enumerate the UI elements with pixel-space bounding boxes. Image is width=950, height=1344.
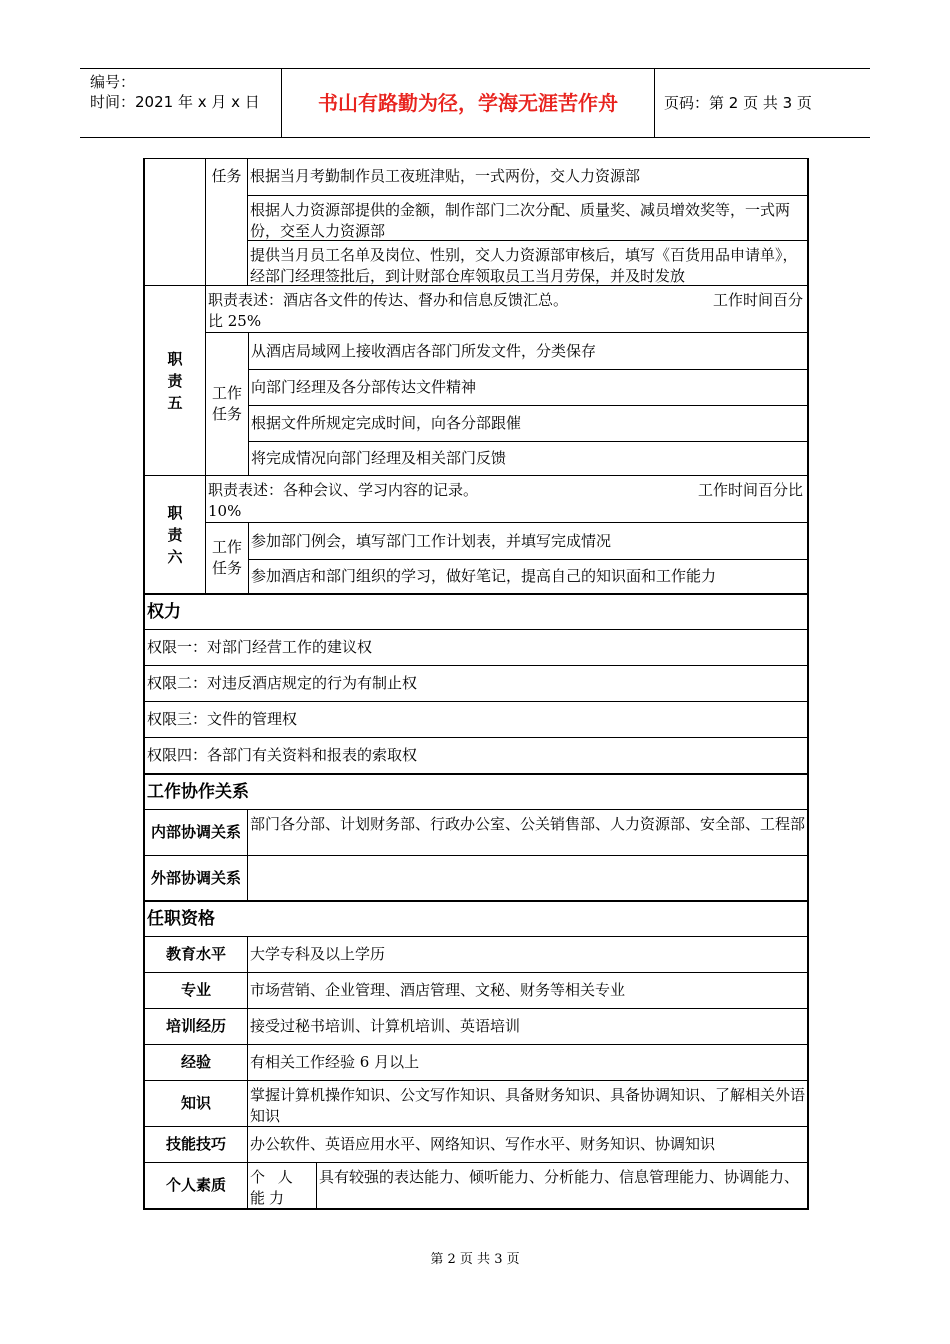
internal-relations-label: 内部协调关系 [150,823,241,841]
qualification-label: 知识 [180,1094,211,1112]
task-item: 提供当月员工名单及岗位、性别，交人力资源部审核后，填写《百货用品申请单》，经部门经理签批后，到计财部仓库领取员工当月劳保，并及时发放 [248,240,807,286]
qualification-value: 接受过秘书培训、计算机培训、英语培训 [247,1009,807,1044]
page-footer: 第 2 页 共 3 页 [430,1252,520,1267]
duty-five-block [145,285,807,475]
qualification-row [145,1008,807,1044]
qualification-row [145,936,807,972]
qualification-value: 大学专科及以上学历 [247,937,807,972]
duty-time-percent: 比 25% [208,312,262,330]
qualification-value: 掌握计算机操作知识、公文写作知识、具备财务知识、具备协调知识、了解相关外语知识 [247,1081,807,1126]
external-relations-row [145,855,807,900]
authority-item: 权限二：对违反酒店规定的行为有制止权 [145,665,807,701]
qualifications-section-title: 任职资格 [145,900,807,936]
qualification-row [145,1126,807,1162]
qualification-label: 培训经历 [165,1017,226,1035]
external-relations-label: 外部协调关系 [150,868,241,887]
qualification-row [145,972,807,1008]
task-item: 根据人力资源部提供的金额，制作部门二次分配、质量奖、减员增效奖等，一式两份，交至人力资源部 [248,195,807,240]
task-item: 从酒店局域网上接收酒店各部门所发文件，分类保存 [251,341,597,360]
task-item: 参加部门例会，填写部门工作计划表，并填写完成情况 [251,531,612,550]
work-task-label: 工作 任务 [211,384,242,423]
task-label: 任务 [211,167,242,185]
qualification-value: 有相关工作经验 6 月以上 [247,1045,807,1080]
task-item: 根据文件所规定完成时间，向各分部跟催 [249,405,807,441]
task-item: 向部门经理及各分部传达文件精神 [249,369,807,405]
qualification-label: 专业 [180,981,211,999]
qualification-label: 经验 [180,1053,211,1071]
task-item: 根据当月考勤制作员工夜班津贴，一式两份，交人力资源部 [250,167,641,185]
qualification-row [145,1080,807,1126]
personal-quality-value: 具有较强的表达能力、倾听能力、分析能力、信息管理能力、协调能力、 [319,1168,800,1186]
internal-relations-row [145,809,807,855]
authority-item: 权限四：各部门有关资料和报表的索取权 [145,737,807,773]
authority-item: 权限三：文件的管理权 [145,701,807,737]
personal-quality-label: 个人素质 [165,1176,226,1194]
header-page-number: 页码：第 2 页 共 3 页 [664,94,812,112]
relations-section-title: 工作协作关系 [145,773,807,809]
authority-item: 权限一：对部门经营工作的建议权 [145,629,807,665]
duty-description-text: 职责表述：各种会议、学习内容的记录。 [208,481,479,499]
header-meta [80,69,282,137]
authority-section-title: 权力 [145,593,807,629]
doc-date: 时间：2021 年 x 月 x 日 [90,93,260,111]
duty-continued-block [145,158,807,285]
task-item: 参加酒店和部门组织的学习，做好笔记，提高自己的知识面和工作能力 [249,559,807,593]
external-relations-value [247,856,807,900]
duty-time-percent: 10% [208,502,242,520]
qualification-label: 技能技巧 [165,1135,226,1153]
qualification-value: 办公软件、英语应用水平、网络知识、写作水平、财务知识、协调知识 [247,1127,807,1162]
personal-quality-sublabel: 个 人 能力 [247,1163,317,1208]
qualification-row [145,1044,807,1080]
work-task-label: 工作 任务 [211,538,242,577]
doc-number-label: 编号： [90,73,136,91]
internal-relations-value: 部门各分部、计划财务部、行政办公室、公关销售部、人力资源部、安全部、工程部 [247,810,807,855]
duty-description-text: 职责表述：酒店各文件的传达、督办和信息反馈汇总。 [208,291,569,309]
qualification-value: 市场营销、企业管理、酒店管理、文秘、财务等相关专业 [247,973,807,1008]
personal-quality-row [145,1162,807,1208]
duty-time-label: 工作时间百分比 [697,481,803,499]
page-header [80,68,870,138]
duty-six-block [145,475,807,593]
duty-time-label: 工作时间百分 [712,291,803,309]
job-description-table [143,158,809,1210]
task-item: 将完成情况向部门经理及相关部门反馈 [249,441,807,475]
qualification-label: 教育水平 [165,945,226,963]
duty-five-label: 职 责 五 [167,349,183,412]
duty-six-label: 职 责 六 [167,503,183,566]
header-slogan: 书山有路勤为径，学海无涯苦作舟 [282,69,655,137]
